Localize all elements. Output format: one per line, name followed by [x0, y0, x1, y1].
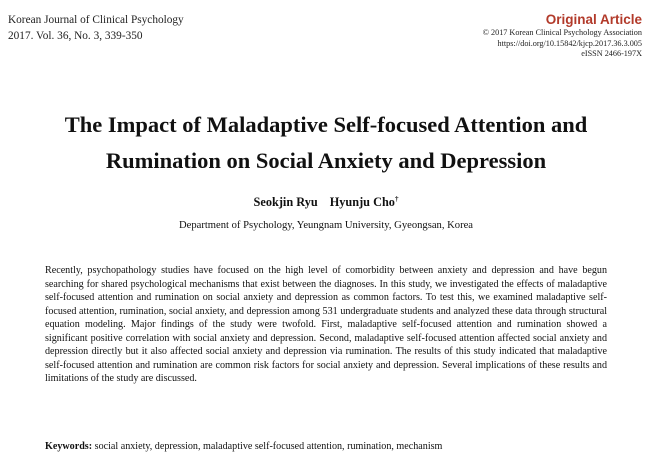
title-line-1: The Impact of Maladaptive Self-focused Attention and [64, 112, 588, 137]
article-meta [483, 12, 642, 60]
eissn-line: eISSN 2466-197X [581, 49, 642, 59]
title-line-2: Rumination on Social Anxiety and Depression [105, 148, 547, 173]
corresponding-author-mark: † [394, 195, 399, 203]
article-title [0, 107, 652, 179]
author-list [0, 191, 652, 210]
abstract-body: Recently, psychopathology studies have focused on the high level of comorbidity between anxiety and depression and have begun searching for shared psychological mechanisms that exist between the diagnoses. In this study, we investigated the effects of maladaptive self-focused attention and rumination on social anxiety and depression as common factors. To test this, we examined maladaptive self-focused attention, rumination, social anxiety, and depression among 531 undergraduate students and analyzed these data through structural equation modeling. Major findings of the study were twofold. First, maladaptive self-focused attention and rumination showed a significant positive correlation with social anxiety and depression. Second, maladaptive self-focused attention affected social anxiety and depression directly but it also affected social anxiety and depression via rumination. The results of this study indicated that maladaptive self-focused attention and rumination are common risk factors for social anxiety and depression. Several implications of these results and limitations of the study are discussed. [45, 265, 607, 384]
article-type-label: Original Article [545, 12, 642, 27]
volume-info: 2017. Vol. 36, No. 3, 339-350 [8, 30, 143, 42]
author-name: Hyunju Cho [329, 195, 395, 210]
author-name: Seokjin Ryu [253, 195, 318, 210]
keywords-text: social anxiety, depression, maladaptive self-focused attention, rumination, mechanism [94, 441, 443, 452]
keywords-line [45, 440, 607, 454]
journal-header [8, 12, 184, 44]
doi-link[interactable]: https://doi.org/10.15842/kjcp.2017.36.3.005 [497, 38, 642, 48]
copyright-line: © 2017 Korean Clinical Psychology Association [482, 28, 642, 37]
author-affiliation: Department of Psychology, Yeungnam University, Gyeongsan, Korea [178, 220, 474, 231]
keywords-label: Keywords: [45, 441, 93, 452]
journal-name: Korean Journal of Clinical Psychology [8, 14, 184, 26]
